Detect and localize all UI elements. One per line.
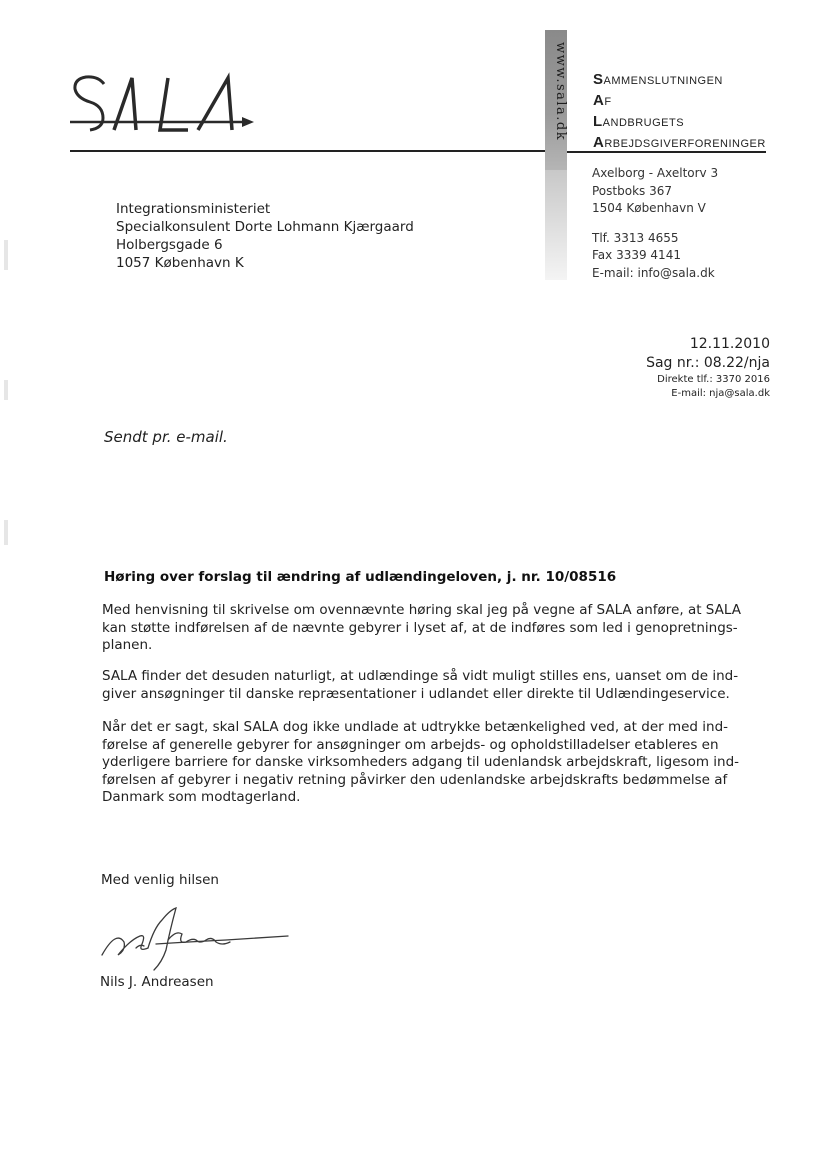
address-line: 1504 København V — [592, 201, 706, 215]
org-name-line: LANDBRUGETS — [593, 113, 685, 130]
header-rule — [70, 150, 548, 152]
sender-email[interactable]: E-mail: info@sala.dk — [592, 265, 715, 280]
org-name-line: SAMMENSLUTNINGEN — [593, 71, 723, 88]
org-name-line: AF — [593, 92, 612, 109]
case-number: Sag nr.: 08.22/nja — [646, 355, 770, 371]
closing: Med venlig hilsen — [101, 872, 219, 888]
recipient-line: Specialkonsulent Dorte Lohmann Kjærgaard — [116, 219, 414, 235]
body-paragraph: Med henvisning til skrivelse om ovennævnte høring skal jeg på vegne af SALA anføre, at SALA kan støtte indførelsen af de nævnte gebyrer i lyset af, at de indføres som led i genopretnings- planen. — [102, 602, 741, 654]
letter-subject: Høring over forslag til ændring af udlændingeloven, j. nr. 10/08516 — [104, 569, 617, 585]
sent-note: Sendt pr. e-mail. — [104, 428, 228, 446]
phone-number: Tlf. 3313 4655 — [592, 230, 679, 245]
sender-address — [592, 165, 718, 282]
recipient-address — [116, 200, 414, 272]
scan-artifact — [4, 380, 8, 400]
signature — [96, 900, 296, 975]
signer-name: Nils J. Andreasen — [100, 974, 214, 990]
address-line: Postboks 367 — [592, 183, 672, 198]
reference-email[interactable]: E-mail: nja@sala.dk — [671, 388, 770, 399]
recipient-line: 1057 København K — [116, 255, 244, 271]
sala-logo — [70, 66, 260, 146]
scan-artifact — [4, 520, 8, 545]
reference-block — [646, 335, 770, 401]
recipient-line: Holbergsgade 6 — [116, 237, 223, 253]
address-line: Axelborg - Axeltorv 3 — [592, 166, 719, 180]
organisation-name — [593, 70, 766, 154]
body-paragraph: Når det er sagt, skal SALA dog ikke undlade at udtrykke betænkelighed ved, at der med ind- førelse af generelle gebyrer for ansøgninger om arbejds- og opholdstilladelser etableres en yderligere barriere for danske virksomheders adgang til udenlandsk arbejdskraft, ligesom ind- førelsen af gebyrer i negativ retning påvirker den udenlandske arbejdskrafts bedømmelse af Danmark som modtagerland. — [102, 719, 740, 806]
fax-number: Fax 3339 4141 — [592, 248, 681, 262]
scan-artifact — [4, 240, 8, 270]
letter-date: 12.11.2010 — [689, 336, 770, 352]
org-name-line: ARBEJDSGIVERFORENINGER — [593, 134, 766, 151]
url-bar-fade — [545, 170, 567, 280]
website-url: www.sala.dk — [553, 42, 568, 142]
recipient-line: Integrationsministeriet — [116, 201, 271, 217]
body-paragraph: SALA finder det desuden naturligt, at udlændinge så vidt muligt stilles ens, uanset om de ind- giver ansøgninger til danske repræsentationer i udlandet eller direkte til Udlændingeservice. — [102, 668, 739, 702]
direct-phone: Direkte tlf.: 3370 2016 — [657, 374, 770, 385]
